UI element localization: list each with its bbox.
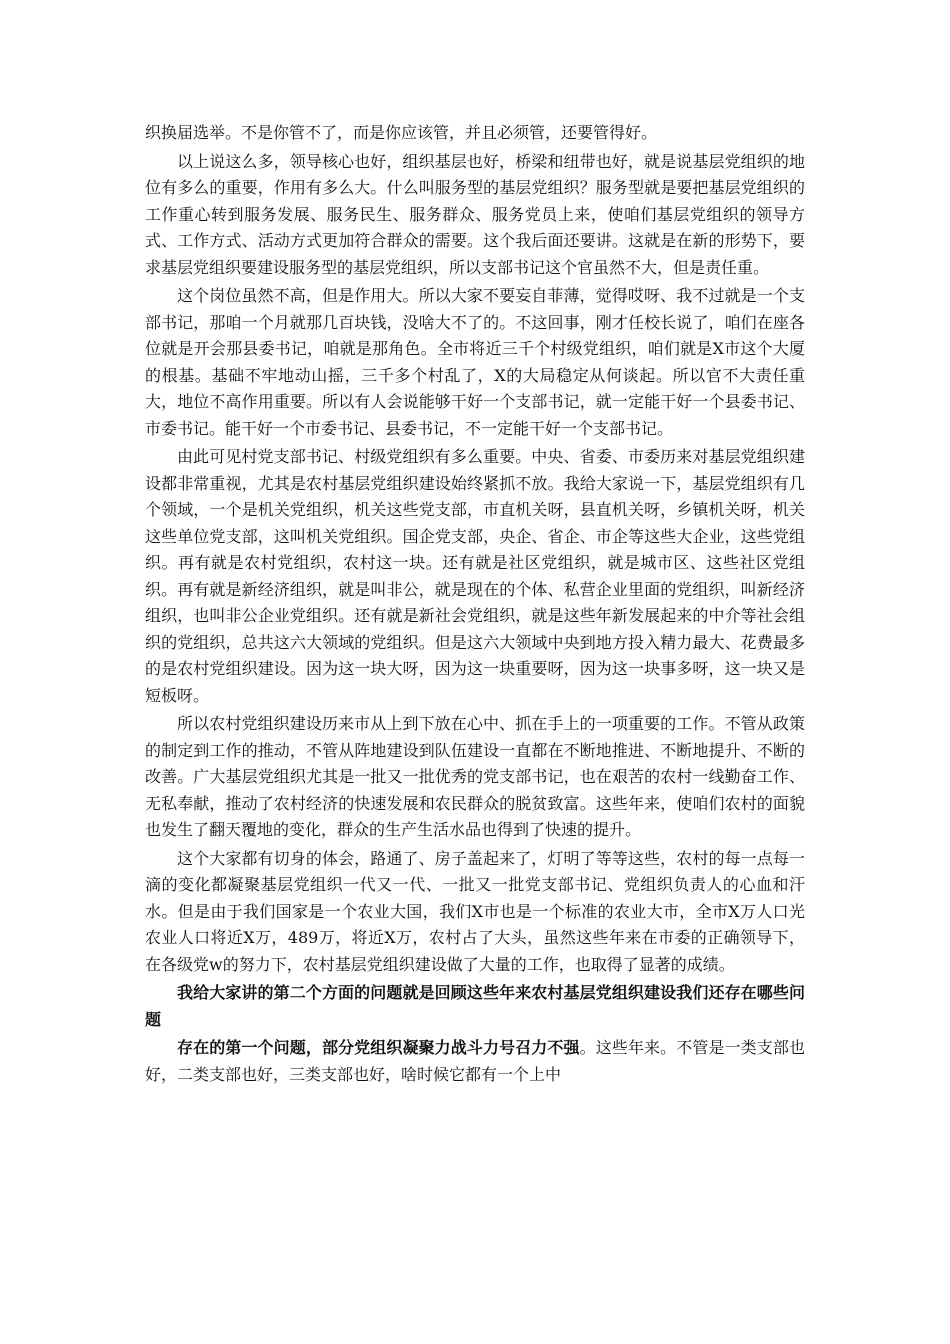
paragraph-8-body: 。这些年来。不管是一类支部也好，二类支部也好，三类支部也好，啥时候它都有一个上中 bbox=[145, 1038, 805, 1084]
paragraph-5: 所以农村党组织建设历来市从上到下放在心中、抓在手上的一项重要的工作。不管从政策的制定到工作的推动，不管从阵地建设到队伍建设一直都在不断地推进、不断地提升、不断的改善。广大基层党组织尤其是一批又一批优秀的党支部书记，也在艰苦的农村一线勤奋工作、无私奉献，推动了农村经济的快速发展和农民群众的脱贫致富。这些年来，使咱们农村的面貌也发生了翻天覆地的变化，群众的生产生活水品也得到了快速的提升。 bbox=[145, 714, 805, 839]
paragraph-6: 这个大家都有切身的体会，路通了、房子盖起来了，灯明了等等这些，农村的每一点每一滴的变化都凝聚基层党组织一代又一代、一批又一批党支部书记、党组织负责人的心血和汗水。但是由于我们国家是一个农业大国，我们X市也是一个标准的农业大市，全市X万人口光农业人口将近X万，489万，将近X万，农村占了大头，虽然这些年来在市委的正确领导下，在各级党w的努力下，农村基层党组织建设做了大量的工作，也取得了显著的成绩。 bbox=[145, 848, 805, 974]
paragraph-3: 这个岗位虽然不高，但是作用大。所以大家不要妄自菲薄，觉得哎呀、我不过就是一个支部书记，那咱一个月就那几百块钱，没啥大不了的。不这回事，刚才任校长说了，咱们在座各位就是开会那县委书记，咱就是那角色。全市将近三千个村级党组织，咱们就是X市这个大厦的根基。基础不牢地动山摇，三千多个村乱了，X的大局稳定从何谈起。所以官不大责任重大，地位不高作用重要。所以有人会说能够干好一个支部书记，就一定能干好一个县委书记、市委书记。能干好一个市委书记、县委书记，不一定能干好一个支部书记。 bbox=[145, 286, 805, 438]
document-page bbox=[145, 120, 805, 1090]
paragraph-4: 由此可见村党支部书记、村级党组织有多么重要。中央、省委、市委历来对基层党组织建设都非常重视，尤其是农村基层党组织建设始终紧抓不放。我给大家说一下，基层党组织有几个领域，一个是机关党组织，机关这些党支部，市直机关呀，县直机关呀，乡镇机关呀，机关这些单位党支部，这叫机关党组织。国企党支部，央企、省企、市企等这些大企业，这些党组织。再有就是农村党组织，农村这一块。还有就是社区党组织，就是城市区、这些社区党组织。再有就是新经济组织，就是叫非公，就是现在的个体、私营企业里面的党组织，叫新经济组织，也叫非公企业党组织。还有就是新社会党组织，就是这些年新发展起来的中介等社会组织的党组织，总共这六大领域的党组织。但是这六大领域中央到地方投入精力最大、花费最多的是农村党组织建设。因为这一块大呀，因为这一块重要呀，因为这一块事多呀，这一块又是短板呀。 bbox=[145, 447, 805, 705]
problem-lead: 存在的第一个问题，部分党组织凝聚力战斗力号召力不强 bbox=[177, 1038, 580, 1057]
paragraph-8 bbox=[145, 1035, 805, 1088]
section-heading: 我给大家讲的第二个方面的问题就是回顾这些年来农村基层党组织建设我们还存在哪些问题 bbox=[145, 983, 805, 1029]
paragraph-2: 以上说这么多，领导核心也好，组织基层也好，桥梁和纽带也好，就是说基层党组织的地位有多么的重要，作用有多么大。什么叫服务型的基层党组织？服务型就是要把基层党组织的工作重心转到服务发展、服务民生、服务群众、服务党员上来，使咱们基层党组织的领导方式、工作方式、活动方式更加符合群众的需要。这个我后面还要讲。这就是在新的形势下，要求基层党组织要建设服务型的基层党组织，所以支部书记这个官虽然不大，但是责任重。 bbox=[145, 151, 805, 277]
paragraph-1: 织换届选举。不是你管不了，而是你应该管，并且必须管，还要管得好。 bbox=[145, 123, 658, 142]
